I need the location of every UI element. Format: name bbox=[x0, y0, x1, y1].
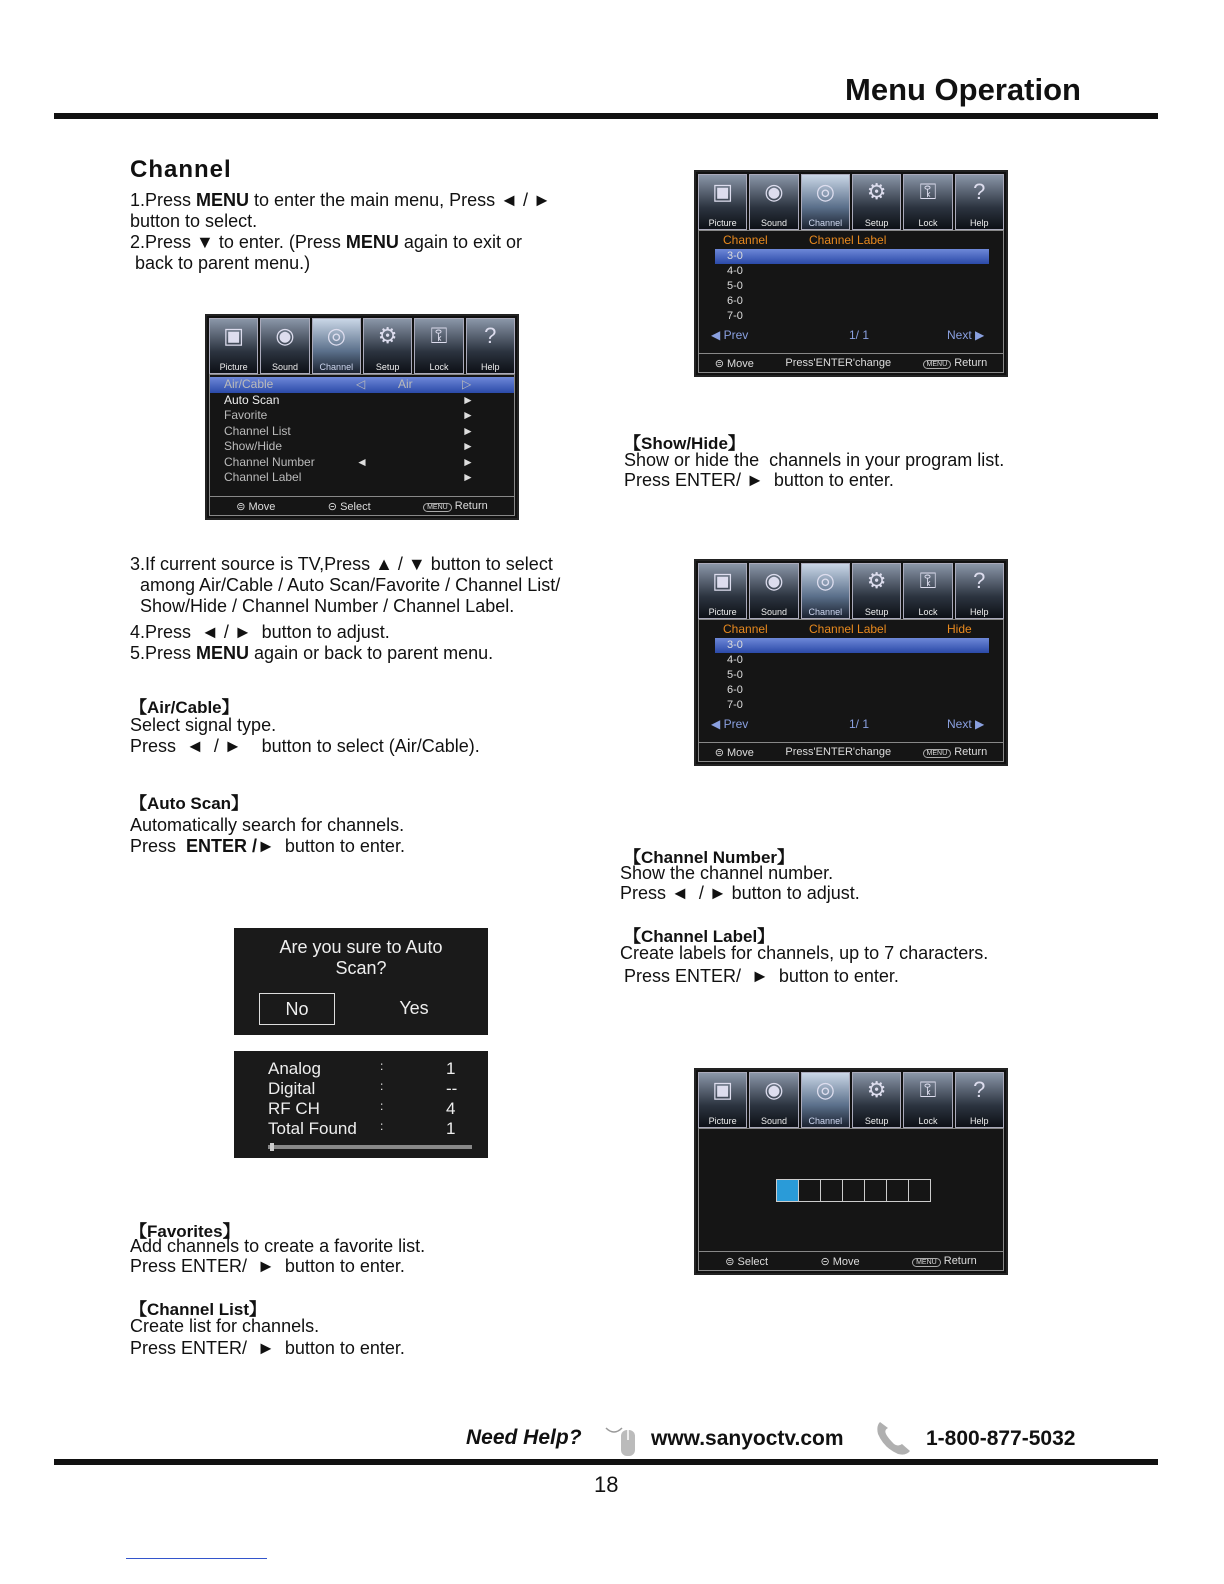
result-row: Total Found : 1 bbox=[268, 1119, 456, 1138]
channel-label-screen bbox=[694, 170, 1008, 377]
showhide-line1: Show or hide the channels in your program list. bbox=[624, 450, 1005, 470]
step-2: 2.Press ▼ to enter. (Press MENU again to exit or bbox=[130, 232, 522, 252]
menu-item-channel-list[interactable]: Channel List ► bbox=[224, 423, 474, 438]
tab-setup[interactable]: ⚙ Setup bbox=[852, 174, 901, 230]
picture-icon: ▣ bbox=[712, 1077, 734, 1102]
channel-row[interactable]: 3-0 bbox=[715, 249, 989, 264]
favorites-title: 【Favorites】 bbox=[130, 1222, 240, 1241]
tab-help[interactable]: ? Help bbox=[955, 174, 1004, 230]
prev-button[interactable]: ◀ Prev bbox=[711, 328, 749, 342]
menu-item-channel-label[interactable]: Channel Label ► bbox=[224, 470, 474, 484]
step-3-cont-b: Show/Hide / Channel Number / Channel Label. bbox=[130, 596, 515, 616]
label-edit-body bbox=[698, 1128, 1004, 1254]
showhide-line2: Press ENTER/ ► button to enter. bbox=[624, 470, 894, 490]
gear-icon: ⚙ bbox=[866, 179, 887, 204]
column-headers: Channel Channel Label Hide bbox=[723, 622, 972, 636]
autoscan-line2: Press ENTER /► button to enter. bbox=[130, 836, 405, 856]
page-title: Menu Operation bbox=[845, 72, 1081, 107]
phone-number: 1-800-877-5032 bbox=[926, 1427, 1076, 1450]
lock-icon: ⚿ bbox=[919, 568, 937, 593]
menu-item-channel-number[interactable]: Channel Number ◄ ► bbox=[224, 454, 474, 469]
left-right-icon: ⊝ bbox=[327, 500, 338, 513]
bottom-link-line bbox=[126, 1558, 267, 1559]
channellabel-title: 【Channel Label】 bbox=[624, 927, 775, 946]
show-hide-body bbox=[698, 619, 1004, 745]
satellite-dish-icon: ◎ bbox=[815, 568, 835, 593]
help-icon: ? bbox=[973, 1077, 986, 1102]
channellist-title: 【Channel List】 bbox=[130, 1300, 267, 1319]
header-rule bbox=[54, 113, 1158, 119]
channellist-line1: Create list for channels. bbox=[130, 1316, 320, 1336]
favorites-line2: Press ENTER/ ► button to enter. bbox=[130, 1256, 405, 1276]
step-3-cont-a: among Air/Cable / Auto Scan/Favorite / Channel List/ bbox=[130, 575, 561, 595]
right-arrow-icon: ▷ bbox=[462, 377, 472, 391]
channel-heading: Channel bbox=[130, 156, 232, 183]
menu-tabs bbox=[698, 563, 1004, 619]
step-3: 3.If current source is TV,Press ▲ / ▼ button to select bbox=[130, 554, 553, 574]
channelnumber-line2: Press ◄ / ► button to adjust. bbox=[620, 883, 860, 903]
up-down-icon: ⊜ bbox=[236, 500, 246, 513]
menu-tabs bbox=[698, 1072, 1004, 1128]
tab-picture[interactable]: ▣ Picture bbox=[209, 318, 258, 374]
autoscan-dialog bbox=[234, 928, 488, 1035]
label-char-boxes[interactable] bbox=[776, 1179, 931, 1202]
char-box[interactable] bbox=[799, 1179, 821, 1202]
aircable-line1: Select signal type. bbox=[130, 715, 277, 735]
channellist-line2: Press ENTER/ ► button to enter. bbox=[130, 1338, 405, 1358]
step-2-cont: back to parent menu.) bbox=[130, 253, 311, 273]
tab-setup[interactable]: ⚙ Setup bbox=[852, 1072, 901, 1128]
channel-row[interactable]: 3-0 bbox=[715, 638, 989, 653]
dialog-question: Are you sure to Auto Scan? bbox=[279, 937, 443, 978]
char-box[interactable] bbox=[843, 1179, 865, 1202]
scan-progress-bar bbox=[268, 1145, 472, 1149]
channel-row[interactable]: 5-0 bbox=[727, 669, 743, 681]
scan-progress-marker bbox=[270, 1143, 274, 1151]
tab-lock[interactable]: ⚿ Lock bbox=[903, 563, 952, 619]
autoscan-title: 【Auto Scan】 bbox=[130, 794, 249, 813]
step-4: 4.Press ◄ / ► button to adjust. bbox=[130, 622, 390, 642]
channellabel-line1: Create labels for channels, up to 7 characters. bbox=[620, 943, 989, 963]
result-row: Analog : 1 bbox=[268, 1059, 456, 1078]
tab-lock[interactable]: ⚿ Lock bbox=[414, 318, 463, 374]
channelnumber-line1: Show the channel number. bbox=[620, 863, 834, 883]
menu-body bbox=[209, 374, 515, 500]
tab-help[interactable]: ? Help bbox=[955, 1072, 1004, 1128]
channel-row[interactable]: 4-0 bbox=[727, 654, 743, 666]
channel-row[interactable]: 7-0 bbox=[727, 310, 743, 322]
speaker-icon: ◉ bbox=[764, 568, 784, 593]
result-row: RF CH : 4 bbox=[268, 1099, 456, 1118]
right-arrow-icon: ► bbox=[462, 392, 474, 407]
gear-icon: ⚙ bbox=[866, 1077, 887, 1102]
channel-row[interactable]: 5-0 bbox=[727, 280, 743, 292]
no-button[interactable]: No bbox=[259, 993, 335, 1025]
tab-setup[interactable]: ⚙ Setup bbox=[852, 563, 901, 619]
next-button[interactable]: Next ▶ bbox=[947, 328, 985, 342]
right-arrow-icon: ► bbox=[462, 408, 474, 422]
tab-sound[interactable]: ◉ Sound bbox=[260, 318, 309, 374]
show-hide-footer: ⊜ Move Press'ENTER'change MENU Return bbox=[698, 742, 1004, 762]
autoscan-line1: Automatically search for channels. bbox=[130, 815, 405, 835]
char-box[interactable] bbox=[821, 1179, 843, 1202]
channelnumber-title: 【Channel Number】 bbox=[624, 848, 795, 867]
channel-row[interactable]: 7-0 bbox=[727, 699, 743, 711]
menu-item-aircable[interactable]: Air/Cable ◁ Air ▷ bbox=[210, 377, 514, 393]
right-arrow-icon: ► bbox=[462, 439, 474, 453]
channel-row[interactable]: 6-0 bbox=[727, 295, 743, 307]
char-box[interactable] bbox=[887, 1179, 909, 1202]
showhide-title: 【Show/Hide】 bbox=[624, 434, 745, 453]
channel-label-body bbox=[698, 230, 1004, 356]
pagination: ◀ Prev 1/ 1 Next ▶ bbox=[711, 328, 985, 342]
tab-picture[interactable]: ▣ Picture bbox=[698, 1072, 747, 1128]
left-right-icon: ⊝ bbox=[820, 1255, 830, 1268]
step-1: 1.Press MENU to enter the main menu, Press ◄ / ► bbox=[130, 190, 551, 210]
column-headers: Channel Channel Label bbox=[723, 233, 887, 247]
aircable-title: 【Air/Cable】 bbox=[130, 698, 239, 717]
menu-footer: ⊜ Move ⊝ Select MENU Return bbox=[209, 496, 515, 516]
satellite-dish-icon: ◎ bbox=[815, 1077, 835, 1102]
up-down-icon: ⊜ bbox=[714, 746, 724, 759]
satellite-dish-icon: ◎ bbox=[326, 323, 346, 348]
result-row: Digital : -- bbox=[268, 1079, 458, 1098]
menu-key-icon: MENU bbox=[423, 503, 452, 512]
need-help-label: Need Help? bbox=[466, 1426, 582, 1449]
right-arrow-icon: ► bbox=[462, 423, 474, 438]
speaker-icon: ◉ bbox=[764, 1077, 784, 1102]
step-5: 5.Press MENU again or back to parent menu. bbox=[130, 643, 494, 663]
label-edit-footer: ⊜ Select ⊝ Move MENU Return bbox=[698, 1251, 1004, 1271]
help-icon: ? bbox=[484, 323, 497, 348]
menu-tabs bbox=[209, 318, 515, 374]
channel-row[interactable]: 4-0 bbox=[727, 265, 743, 277]
speaker-icon: ◉ bbox=[764, 179, 784, 204]
speaker-icon: ◉ bbox=[275, 323, 295, 348]
channellabel-line2: Press ENTER/ ► button to enter. bbox=[624, 966, 899, 986]
tab-picture[interactable]: ▣ Picture bbox=[698, 563, 747, 619]
channel-menu-screen bbox=[205, 314, 519, 520]
up-down-icon: ⊜ bbox=[725, 1255, 735, 1268]
tab-lock[interactable]: ⚿ Lock bbox=[903, 1072, 952, 1128]
favorites-line1: Add channels to create a favorite list. bbox=[130, 1236, 426, 1256]
help-icon: ? bbox=[973, 179, 986, 204]
tab-sound[interactable]: ◉ Sound bbox=[749, 563, 798, 619]
tab-sound[interactable]: ◉ Sound bbox=[749, 1072, 798, 1128]
tab-help[interactable]: ? Help bbox=[955, 563, 1004, 619]
mouse-icon bbox=[604, 1418, 638, 1458]
menu-key-icon: MENU bbox=[923, 360, 952, 369]
aircable-line2: Press ◄ / ► button to select (Air/Cable). bbox=[130, 736, 480, 756]
picture-icon: ▣ bbox=[712, 179, 734, 204]
right-arrow-icon: ► bbox=[462, 454, 474, 469]
page-number: 18 bbox=[594, 1472, 619, 1497]
char-box-active[interactable] bbox=[776, 1179, 799, 1202]
menu-item-show-hide[interactable]: Show/Hide ► bbox=[224, 439, 474, 453]
char-box[interactable] bbox=[909, 1179, 931, 1202]
prev-button[interactable]: ◀ Prev bbox=[711, 717, 749, 731]
channel-row[interactable]: 6-0 bbox=[727, 684, 743, 696]
picture-icon: ▣ bbox=[712, 568, 734, 593]
help-icon: ? bbox=[973, 568, 986, 593]
next-button[interactable]: Next ▶ bbox=[947, 717, 985, 731]
scan-results-panel bbox=[234, 1051, 488, 1158]
lock-icon: ⚿ bbox=[919, 179, 937, 204]
phone-icon bbox=[874, 1418, 914, 1458]
gear-icon: ⚙ bbox=[866, 568, 887, 593]
step-1-cont: button to select. bbox=[130, 211, 258, 231]
lock-icon: ⚿ bbox=[919, 1077, 937, 1102]
menu-key-icon: MENU bbox=[923, 749, 952, 758]
tab-picture[interactable]: ▣ Picture bbox=[698, 174, 747, 230]
tab-channel[interactable]: ◎ Channel bbox=[312, 318, 361, 374]
label-edit-screen bbox=[694, 1068, 1008, 1275]
menu-key-icon: MENU bbox=[912, 1258, 941, 1267]
up-down-icon: ⊜ bbox=[714, 357, 724, 370]
yes-button[interactable]: Yes bbox=[399, 998, 429, 1018]
tab-channel[interactable]: ◎ Channel bbox=[801, 174, 850, 230]
show-hide-screen bbox=[694, 559, 1008, 766]
menu-tabs bbox=[698, 174, 1004, 230]
left-arrow-icon: ◄ bbox=[356, 454, 368, 469]
menu-item-favorite[interactable]: Favorite ► bbox=[224, 408, 474, 422]
channel-label-footer: ⊜ Move Press'ENTER'change MENU Return bbox=[698, 353, 1004, 373]
satellite-dish-icon: ◎ bbox=[815, 179, 835, 204]
tab-lock[interactable]: ⚿ Lock bbox=[903, 174, 952, 230]
lock-icon: ⚿ bbox=[430, 323, 448, 348]
menu-item-autoscan[interactable]: Auto Scan ► bbox=[224, 392, 474, 407]
right-arrow-icon: ► bbox=[462, 470, 474, 484]
footer-rule bbox=[54, 1459, 1158, 1465]
tab-setup[interactable]: ⚙ Setup bbox=[363, 318, 412, 374]
gear-icon: ⚙ bbox=[377, 323, 398, 348]
tab-channel[interactable]: ◎ Channel bbox=[801, 1072, 850, 1128]
tab-channel[interactable]: ◎ Channel bbox=[801, 563, 850, 619]
website-link[interactable]: www.sanyoctv.com bbox=[651, 1427, 844, 1450]
pagination: ◀ Prev 1/ 1 Next ▶ bbox=[711, 717, 985, 731]
char-box[interactable] bbox=[865, 1179, 887, 1202]
picture-icon: ▣ bbox=[223, 323, 245, 348]
left-arrow-icon: ◁ bbox=[356, 377, 366, 391]
tab-sound[interactable]: ◉ Sound bbox=[749, 174, 798, 230]
tab-help[interactable]: ? Help bbox=[466, 318, 515, 374]
